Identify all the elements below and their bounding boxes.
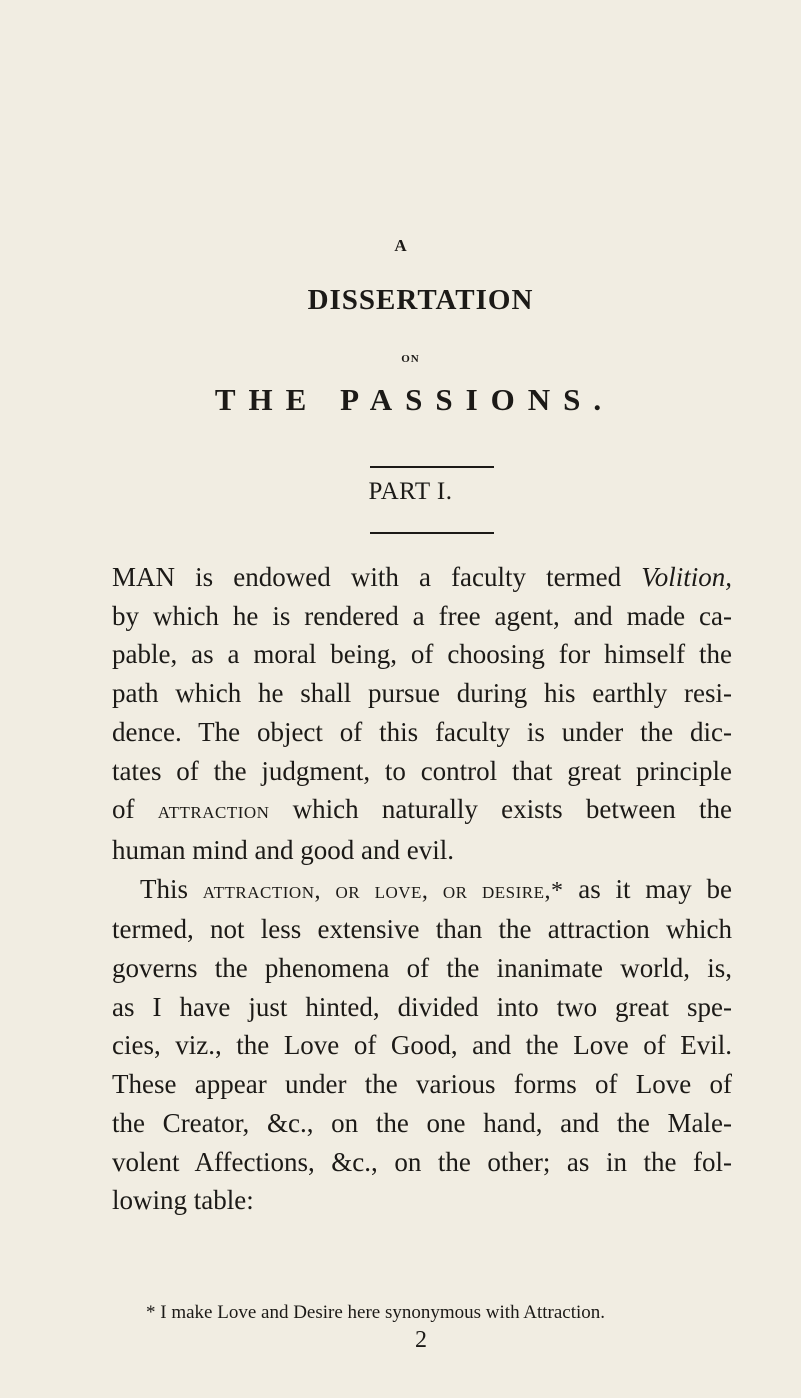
text-line: governs the phenomena of the inanimate world, is, xyxy=(112,953,732,984)
text-line: the Creator, &c., on the one hand, and the Male- xyxy=(112,1107,732,1138)
text-line: pable, as a moral being, of choosing for himself the xyxy=(112,639,732,670)
text-line: tates of the judgment, to control that great principle xyxy=(112,755,732,786)
text-line: as I have just hinted, divided into two great spe- xyxy=(112,991,732,1022)
part-heading: PART I. xyxy=(368,478,453,505)
text-line: dence. The object of this faculty is under the dic- xyxy=(112,716,732,747)
page-number: 2 xyxy=(415,1327,427,1353)
text-line: by which he is rendered a free agent, and made ca- xyxy=(112,600,732,631)
title-dissertation: DISSERTATION xyxy=(307,284,534,316)
emphasis-volition: Volition, xyxy=(641,562,732,592)
body-text xyxy=(112,558,732,1220)
divider-rule-bottom xyxy=(370,532,494,534)
text-line: These appear under the various forms of Love of xyxy=(112,1069,732,1100)
divider-rule-top xyxy=(370,466,494,468)
text-line: volent Affections, &c., on the other; as in the fol- xyxy=(112,1146,732,1177)
text-line: human mind and good and evil. xyxy=(112,834,454,865)
text-line: MAN is endowed with a faculty termed Volition, xyxy=(112,562,732,592)
text-line: lowing table: xyxy=(112,1185,254,1216)
small-caps-attraction-love-desire: attraction, or love, or desire,* xyxy=(202,877,564,904)
title-on: ON xyxy=(401,353,420,365)
title-article: A xyxy=(394,236,407,255)
text-line: of attraction which naturally exists between the xyxy=(112,794,732,825)
text-line: path which he shall pursue during his earthly resi- xyxy=(112,678,732,709)
text-line: cies, viz., the Love of Good, and the Love of Evil. xyxy=(112,1030,732,1061)
footnote: * I make Love and Desire here synonymous with Attraction. xyxy=(146,1302,606,1323)
title-passions: THE PASSIONS. xyxy=(214,382,615,417)
text-line: This attraction, or love, or desire,* as it may be xyxy=(140,873,732,904)
text-line: termed, not less extensive than the attraction which xyxy=(112,914,732,945)
small-caps-attraction: attraction xyxy=(157,798,270,825)
